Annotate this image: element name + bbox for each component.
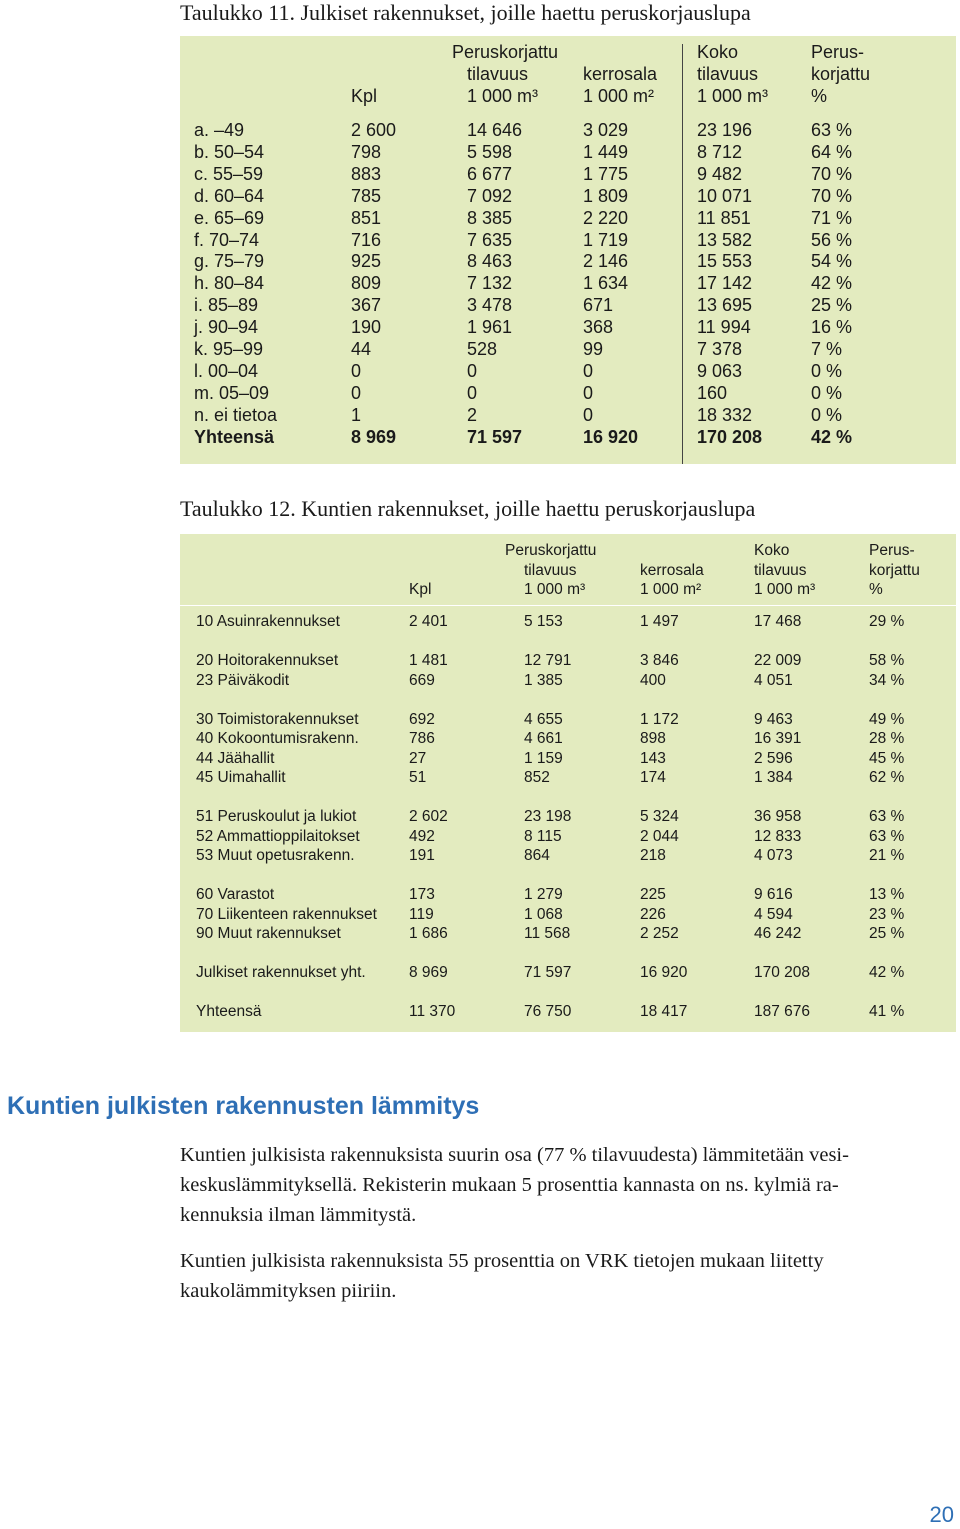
table-cell: c. 55–59	[194, 163, 264, 184]
table-cell: 1 775	[583, 163, 629, 184]
table-cell: 71 %	[811, 207, 853, 228]
table-cell: 400	[640, 671, 666, 689]
table-cell: 12 833	[754, 827, 802, 845]
total-cell: 16 920	[583, 426, 639, 447]
table-cell: 852	[524, 769, 550, 786]
header-koko-unit: 1 000 m³	[697, 86, 769, 106]
table-cell: 160	[697, 382, 728, 403]
table-cell: 18 332	[697, 404, 753, 425]
table-cell: b. 50–54	[194, 141, 265, 162]
header-koko-unit: 1 000 m³	[754, 581, 816, 598]
table-cell: h. 80–84	[194, 273, 265, 294]
table-cell: 13 695	[697, 295, 753, 316]
table-cell: 883	[351, 163, 382, 184]
header-peruskorjattu: Peruskorjattu	[505, 542, 597, 559]
table-cell: 898	[640, 730, 666, 747]
table-cell: 64 %	[811, 141, 853, 162]
table-cell: 23 196	[697, 120, 753, 140]
table-cell: 7 378	[697, 339, 743, 359]
table-cell: Julkiset rakennukset yht.	[196, 964, 366, 981]
table-cell: 492	[409, 827, 435, 845]
table-cell: 0 %	[811, 382, 843, 403]
table-cell: 173	[409, 886, 435, 903]
table-cell: 798	[351, 141, 382, 162]
table-cell: 368	[583, 317, 614, 338]
table-cell: 7 132	[467, 273, 513, 294]
table-cell: 27	[409, 749, 427, 767]
table-cell: j. 90–94	[194, 317, 259, 338]
table-cell: 528	[467, 339, 498, 359]
table-cell: 29 %	[869, 613, 905, 630]
table-cell: 1 279	[524, 886, 563, 903]
table-cell: 45 %	[869, 749, 905, 767]
table-cell: 34 %	[869, 671, 905, 689]
table-cell: 63 %	[811, 120, 853, 140]
header-tilavuus: tilavuus	[524, 562, 577, 579]
page-number: 20	[929, 1502, 954, 1527]
table-cell: 0 %	[811, 404, 843, 425]
table-cell: 4 655	[524, 710, 563, 728]
table-cell: e. 65–69	[194, 207, 265, 228]
header-kerrosala: kerrosala	[640, 562, 704, 579]
table-cell: 143	[640, 749, 666, 767]
table-cell: 9 463	[754, 710, 793, 728]
table-cell: 8 385	[467, 207, 513, 228]
table-cell: 17 468	[754, 613, 802, 630]
table-cell: 170 208	[754, 964, 811, 981]
table-cell: 63 %	[869, 808, 905, 825]
table-cell: k. 95–99	[194, 339, 264, 359]
table-cell: 2 220	[583, 207, 629, 228]
header-tilavuus-unit: 1 000 m³	[524, 581, 586, 598]
table-cell: 90 Muut rakennukset	[196, 925, 341, 942]
table-cell: 11 568	[524, 925, 571, 942]
total-cell: 8 969	[351, 426, 397, 447]
table-cell: 218	[640, 847, 666, 864]
section-heading: Kuntien julkisten rakennusten lämmitys	[7, 1092, 480, 1120]
table-cell: 692	[409, 710, 435, 728]
header-koko: Koko	[754, 542, 790, 559]
table-cell: 1 068	[524, 905, 563, 923]
table-cell: 1 809	[583, 185, 629, 206]
table-cell: 99	[583, 339, 604, 359]
table-cell: 4 594	[754, 905, 793, 923]
table-cell: Yhteensä	[196, 1003, 262, 1020]
table11-caption: Taulukko 11. Julkiset rakennukset, joille haettu peruskorjauslupa	[180, 0, 751, 25]
table-cell: 54 %	[811, 251, 853, 272]
table-cell: 11 851	[697, 207, 751, 228]
table-cell: 40 Kokoontumisrakenn.	[196, 730, 359, 747]
table-cell: 4 073	[754, 847, 793, 864]
table-cell: 49 %	[869, 710, 905, 728]
table-cell: 51 Peruskoulut ja lukiot	[196, 808, 357, 825]
header-percent-unit: %	[869, 581, 883, 598]
table-cell: 76 750	[524, 1003, 572, 1020]
header-percent-unit: %	[811, 86, 828, 106]
table-cell: 45 Uimahallit	[196, 769, 286, 786]
table-cell: m. 05–09	[194, 382, 270, 403]
table-cell: 5 153	[524, 613, 563, 630]
table-cell: n. ei tietoa	[194, 404, 278, 425]
table-cell: 25 %	[869, 925, 905, 942]
table-cell: 11 994	[697, 317, 751, 338]
table-cell: 1 385	[524, 671, 563, 689]
table-cell: 16 391	[754, 730, 802, 747]
header-kerrosala-unit: 1 000 m²	[583, 86, 655, 106]
table-cell: 12 791	[524, 652, 572, 669]
table-cell: 30 Toimistorakennukset	[196, 710, 359, 728]
table-cell: 44 Jäähallit	[196, 749, 275, 767]
table12-caption: Taulukko 12. Kuntien rakennukset, joille haettu peruskorjauslupa	[180, 496, 756, 521]
table-cell: 10 Asuinrakennukset	[196, 613, 340, 630]
header-korjattu: korjattu	[811, 64, 871, 84]
table-cell: 8 463	[467, 251, 513, 272]
table-cell: 669	[409, 671, 435, 689]
table-cell: 7 635	[467, 229, 513, 250]
table-cell: 1 384	[754, 769, 793, 786]
table-cell: 36 958	[754, 808, 802, 825]
table-cell: 16 920	[640, 964, 688, 981]
table-cell: 42 %	[811, 273, 853, 294]
table-cell: 1 497	[640, 613, 679, 630]
table-cell: 70 %	[811, 163, 853, 184]
table-cell: 1 172	[640, 710, 679, 728]
table-cell: 0	[467, 360, 478, 381]
table-cell: 25 %	[811, 295, 853, 316]
header-korjattu: korjattu	[869, 562, 920, 579]
table-cell: 0	[583, 382, 594, 403]
header-kerrosala-unit: 1 000 m²	[640, 581, 702, 598]
table-cell: 8 712	[697, 141, 743, 162]
table-cell: 1	[351, 404, 362, 425]
total-cell: 71 597	[467, 426, 523, 447]
table-cell: 3 029	[583, 120, 629, 140]
table-cell: 15 553	[697, 251, 753, 272]
table-cell: 10 071	[697, 185, 753, 206]
table12-panel	[180, 534, 956, 1032]
table-cell: f. 70–74	[194, 229, 260, 250]
table-cell: 0	[351, 360, 362, 381]
table-cell: 925	[351, 251, 382, 272]
table-cell: 52 Ammattioppilaitokset	[196, 827, 360, 845]
table-cell: 8 969	[409, 964, 448, 981]
table11-panel	[180, 36, 956, 464]
table-cell: 367	[351, 295, 382, 316]
table-cell: 4 661	[524, 730, 563, 747]
table-cell: l. 00–04	[194, 360, 259, 381]
table-cell: 53 Muut opetusrakenn.	[196, 847, 355, 864]
table-cell: 4 051	[754, 671, 793, 689]
paragraph-1	[180, 1140, 950, 1230]
table-cell: a. –49	[194, 120, 245, 140]
table-cell: 191	[409, 847, 435, 864]
table-cell: 62 %	[869, 769, 905, 786]
table-cell: 60 Varastot	[196, 886, 275, 903]
table-cell: 46 242	[754, 925, 802, 942]
table-cell: 671	[583, 295, 614, 316]
table-cell: 174	[640, 769, 666, 786]
table-cell: 44	[351, 339, 372, 359]
table-cell: 21 %	[869, 847, 905, 864]
table-cell: 1 159	[524, 749, 563, 767]
header-peruskorjattu: Peruskorjattu	[452, 42, 559, 62]
paragraph-2	[180, 1246, 950, 1306]
table-cell: 14 646	[467, 120, 523, 140]
table-cell: 716	[351, 229, 382, 250]
table-cell: 17 142	[697, 273, 753, 294]
table-cell: 56 %	[811, 229, 853, 250]
table-cell: 13 %	[869, 886, 905, 903]
paragraph-1-line: keskuslämmityksellä. Rekisterin mukaan 5 prosenttia kannasta on ns. kylmiä ra-	[180, 1174, 839, 1196]
header-kerrosala: kerrosala	[583, 64, 658, 84]
table-cell: 23 Päiväkodit	[196, 671, 290, 689]
table-cell: 1 634	[583, 273, 629, 294]
paragraph-1-line: kennuksia ilman lämmitystä.	[180, 1204, 417, 1226]
header-koko-tilavuus: tilavuus	[697, 64, 759, 84]
table-cell: 2 596	[754, 749, 793, 767]
table-cell: 785	[351, 185, 382, 206]
table-cell: 2 044	[640, 827, 679, 845]
table-cell: 8 115	[524, 827, 562, 845]
table-cell: 5 324	[640, 808, 679, 825]
table-cell: 0	[467, 382, 478, 403]
table-cell: 70 Liikenteen rakennukset	[196, 905, 377, 923]
table-cell: 0	[351, 382, 362, 403]
header-perus: Perus-	[811, 42, 865, 62]
paragraph-1-line: Kuntien julkisista rakennuksista suurin osa (77 % tilavuudesta) lämmitetään vesi-	[180, 1144, 849, 1166]
table-cell: i. 85–89	[194, 295, 259, 316]
table-cell: 70 %	[811, 185, 853, 206]
table-cell: 190	[351, 317, 382, 338]
table-cell: 7 %	[811, 339, 843, 359]
table-cell: 51	[409, 769, 427, 786]
total-cell: 170 208	[697, 426, 763, 447]
table-cell: 9 616	[754, 886, 793, 903]
header-koko: Koko	[697, 42, 739, 62]
header-kpl: Kpl	[351, 86, 378, 106]
table-cell: 2 600	[351, 120, 397, 140]
total-cell: 42 %	[811, 426, 853, 447]
table-cell: 3 478	[467, 295, 513, 316]
table-cell: 28 %	[869, 730, 905, 747]
header-kpl: Kpl	[409, 581, 432, 598]
table-cell: 11 370	[409, 1003, 456, 1020]
table-cell: 16 %	[811, 317, 853, 338]
table-cell: d. 60–64	[194, 185, 265, 206]
table-cell: 63 %	[869, 827, 905, 845]
total-cell: Yhteensä	[194, 426, 275, 447]
table-cell: 22 009	[754, 652, 802, 669]
table-cell: 9 482	[697, 163, 743, 184]
table-cell: 1 719	[583, 229, 629, 250]
table-cell: 187 676	[754, 1003, 811, 1020]
table-cell: 851	[351, 207, 382, 228]
table-cell: 3 846	[640, 652, 679, 669]
table-cell: 5 598	[467, 141, 513, 162]
table-cell: g. 75–79	[194, 251, 265, 272]
table-cell: 0 %	[811, 360, 843, 381]
table-cell: 786	[409, 730, 435, 747]
header-tilavuus: tilavuus	[467, 64, 529, 84]
table-cell: 2	[467, 404, 478, 425]
table-cell: 6 677	[467, 163, 513, 184]
table-cell: 9 063	[697, 360, 743, 381]
table-cell: 2 252	[640, 925, 679, 942]
table-cell: 1 481	[409, 652, 448, 669]
table-cell: 41 %	[869, 1003, 905, 1020]
table11-divider	[682, 44, 683, 464]
table-cell: 119	[409, 905, 434, 923]
table-cell: 809	[351, 273, 382, 294]
table-cell: 0	[583, 360, 594, 381]
table-cell: 58 %	[869, 652, 905, 669]
table-cell: 2 602	[409, 808, 448, 825]
header-koko-tilavuus: tilavuus	[754, 562, 807, 579]
table-cell: 18 417	[640, 1003, 688, 1020]
paragraph-2-line: Kuntien julkisista rakennuksista 55 prosenttia on VRK tietojen mukaan liitetty	[180, 1250, 824, 1272]
table-cell: 225	[640, 886, 666, 903]
paragraph-2-line: kaukolämmityksen piiriin.	[180, 1280, 397, 1302]
table-cell: 0	[583, 404, 594, 425]
table-cell: 1 686	[409, 925, 448, 942]
table-cell: 1 449	[583, 141, 629, 162]
table-cell: 71 597	[524, 964, 572, 981]
table-cell: 20 Hoitorakennukset	[196, 652, 339, 669]
header-tilavuus-unit: 1 000 m³	[467, 86, 539, 106]
header-perus: Perus-	[869, 542, 915, 559]
table-cell: 1 961	[467, 317, 513, 338]
table-cell: 864	[524, 847, 550, 864]
table-cell: 23 198	[524, 808, 572, 825]
table-cell: 226	[640, 905, 666, 923]
table-cell: 7 092	[467, 185, 513, 206]
table-cell: 2 401	[409, 613, 448, 630]
table-cell: 2 146	[583, 251, 629, 272]
table-cell: 42 %	[869, 964, 905, 981]
table12-header-rule	[180, 605, 956, 606]
table-cell: 23 %	[869, 905, 905, 923]
table-cell: 13 582	[697, 229, 753, 250]
